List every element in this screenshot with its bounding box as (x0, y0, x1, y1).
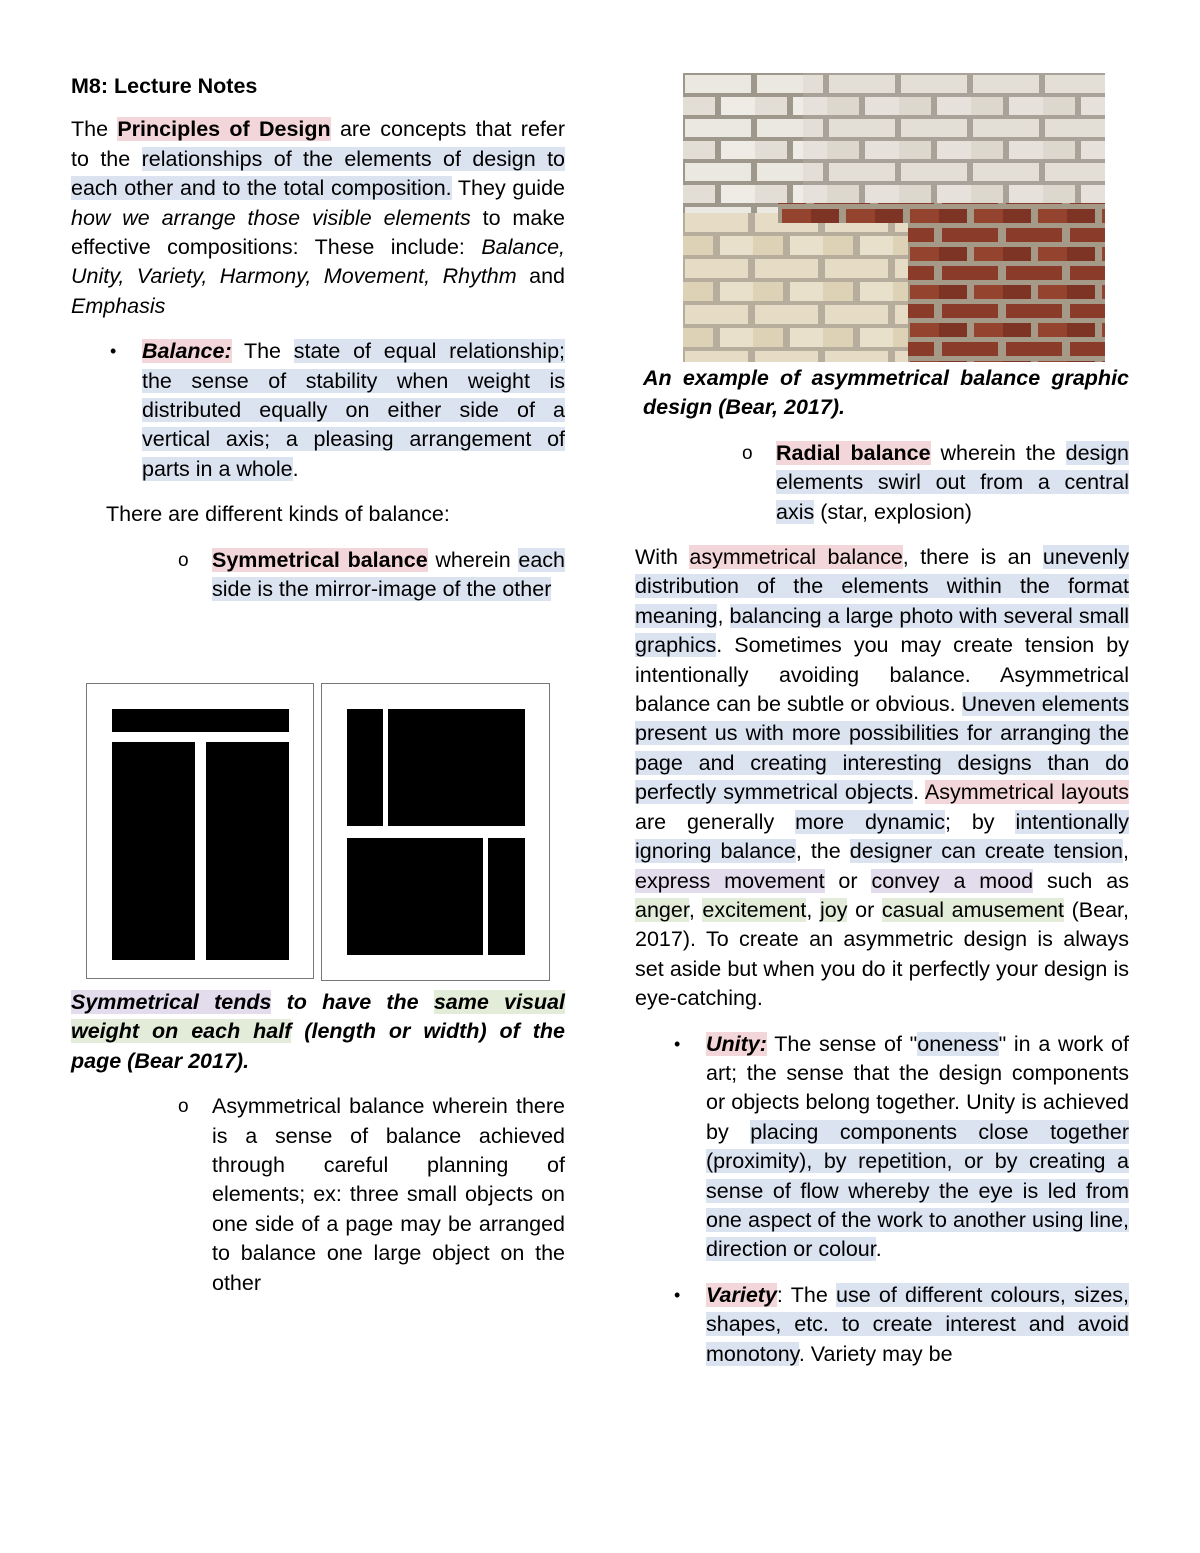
paragraph-text: or (847, 897, 882, 922)
symmetrical-term: Symmetrical balance (212, 547, 428, 572)
paragraph-text: , (688, 897, 703, 922)
radial-item (742, 439, 1129, 527)
radial-text: (star, explosion) (814, 499, 972, 524)
paragraph-highlight: express movement (635, 868, 825, 893)
symmetrical-layout-panel (86, 683, 314, 979)
unity-text: The sense of " (766, 1031, 918, 1056)
layout-block (206, 742, 289, 960)
intro-term: Principles of Design (117, 117, 331, 142)
paragraph-text: , (717, 603, 730, 628)
intro-italic-list: Balance, Unity, Variety, Harmony, Movement, Rhythm (71, 235, 565, 289)
intro-highlight: relationships of the elements of design to each other and to the total composition. (71, 146, 566, 201)
left-column (71, 72, 565, 605)
paragraph-highlight: more dynamic (795, 809, 945, 834)
paragraph-highlight: convey a mood (871, 868, 1034, 893)
intro-text: to make effective compositions: These include: (71, 205, 565, 260)
balance-text: The (231, 339, 294, 364)
caption-highlight: Symmetrical tends (71, 990, 272, 1014)
intro-text: The (71, 117, 118, 142)
intro-italic: Emphasis (71, 293, 166, 318)
layout-block (388, 709, 525, 826)
variety-highlight: use of different colours, sizes, shapes, etc. to create interest and avoid monotony (706, 1282, 1129, 1366)
layout-block (347, 838, 483, 955)
paragraph-highlight: balancing a large photo with several small graphics (635, 603, 1130, 658)
paragraph-text: or (824, 868, 872, 893)
bullet-icon: • (674, 1033, 681, 1054)
layout-block (112, 709, 289, 732)
intro-text: and (516, 264, 565, 289)
paragraph-text: such as (1033, 868, 1129, 893)
paragraph-highlight: intentionally ignoring balance (635, 809, 1129, 864)
paragraph-highlight: unevenly distribution of the elements within the format meaning (635, 545, 1129, 628)
brick-wall-photo (683, 73, 1105, 362)
unity-highlight: placing components close together (proximity), by repetition, or by creating a sense of flow whereby the eye is led from one aspect of the work to another using line, direction or colour (706, 1119, 1130, 1262)
paragraph-text: , there is an (902, 545, 1043, 570)
paragraph-highlight: designer can create tension (849, 839, 1124, 864)
variety-text: . Variety may be (798, 1341, 953, 1366)
caption-text: (length or width) of the page (Bear 2017). (71, 1019, 566, 1073)
page-title: M8: Lecture Notes (71, 74, 258, 98)
bullet-icon: • (674, 1284, 681, 1305)
circle-bullet-icon: o (742, 442, 753, 464)
unity-text: . (875, 1237, 882, 1262)
radial-highlight: design elements swirl out from a central axis (776, 440, 1129, 524)
paragraph-highlight: excitement (702, 897, 807, 922)
balance-text: . (292, 456, 299, 481)
unity-text: " in a work of art; the sense that the design components or objects belong together. Unity is achieved by (706, 1031, 1129, 1144)
paragraph-text: are generally (635, 809, 796, 834)
paragraph-highlight: casual amusement (881, 897, 1064, 922)
paragraph-highlight: asymmetrical balance (689, 545, 903, 570)
intro-paragraph (71, 115, 565, 321)
unity-highlight: oneness (917, 1031, 999, 1056)
asymmetrical-text: Asymmetrical balance wherein there is a sense of balance achieved through careful planning of elements; ex: three small objects on one side of a page may be arranged to balance one large object on the other (212, 1094, 565, 1295)
paragraph-text: With (635, 545, 690, 570)
layout-block (488, 838, 525, 955)
circle-bullet-icon: o (178, 1096, 189, 1118)
brick-caption: An example of asymmetrical balance graphic design (Bear, 2017). (643, 366, 1129, 420)
paragraph-text: (Bear, 2017). To create an asymmetric design is always set aside but when you do it perfectly your design is eye-catching. (635, 897, 1129, 1011)
caption-text: to have the (271, 990, 434, 1014)
symmetrical-layout-figure (86, 683, 550, 981)
paragraph-text: ; by (945, 809, 1016, 834)
asymmetrical-layout-panel (321, 683, 550, 981)
kinds-of-balance-text: There are different kinds of balance: (106, 502, 450, 527)
balance-highlight: state of equal relationship; the sense of stability when weight is distributed equally on either side of a vertical axis; a pleasing arrangement of parts in a whole (142, 339, 566, 481)
layout-block (112, 742, 195, 960)
paragraph-highlight: joy (820, 897, 848, 922)
paragraph-text: . Sometimes you may create tension by intentionally avoiding balance. Asymmetrical balance can be subtle or obvious. (635, 633, 1129, 717)
paragraph-highlight: Uneven elements present us with more possibilities for arranging the page and creating interesting designs than do perfectly symmetrical objects (635, 692, 1129, 805)
variety-text: : The (776, 1282, 836, 1307)
paragraph-highlight: Asymmetrical layouts (924, 780, 1129, 805)
paragraph-text: , (1123, 839, 1129, 864)
brick-wall-image (683, 73, 1105, 362)
unity-term: Unity: (706, 1031, 767, 1056)
circle-bullet-icon: o (178, 549, 189, 571)
variety-term: Variety (706, 1282, 777, 1307)
asymmetrical-paragraph (635, 543, 1129, 1014)
paragraph-text: . (913, 780, 925, 805)
radial-text: wherein the (930, 440, 1066, 465)
asymmetrical-item (178, 1092, 565, 1298)
right-column (635, 364, 1129, 1369)
intro-text: They guide (451, 176, 565, 201)
paragraph-text: , the (795, 839, 850, 864)
paragraph-highlight: anger (635, 897, 689, 922)
intro-text: are concepts that refer to the (71, 117, 565, 171)
intro-italic: how we arrange those visible elements (71, 205, 471, 230)
symmetrical-highlight: each side is the mirror-image of the other (212, 547, 565, 602)
left-column-lower (71, 988, 565, 1298)
balance-item (110, 337, 566, 484)
variety-item (674, 1281, 1129, 1369)
radial-term: Radial balance (776, 440, 931, 465)
layout-block (347, 709, 383, 826)
unity-item (674, 1030, 1130, 1265)
caption-highlight: same visual weight on each half (71, 990, 565, 1044)
symmetrical-text: wherein (427, 547, 519, 572)
symmetrical-item (178, 546, 565, 605)
symmetrical-caption (71, 988, 565, 1076)
balance-term: Balance: (142, 339, 232, 364)
paragraph-text: , (806, 897, 820, 922)
bullet-icon: • (110, 341, 117, 362)
